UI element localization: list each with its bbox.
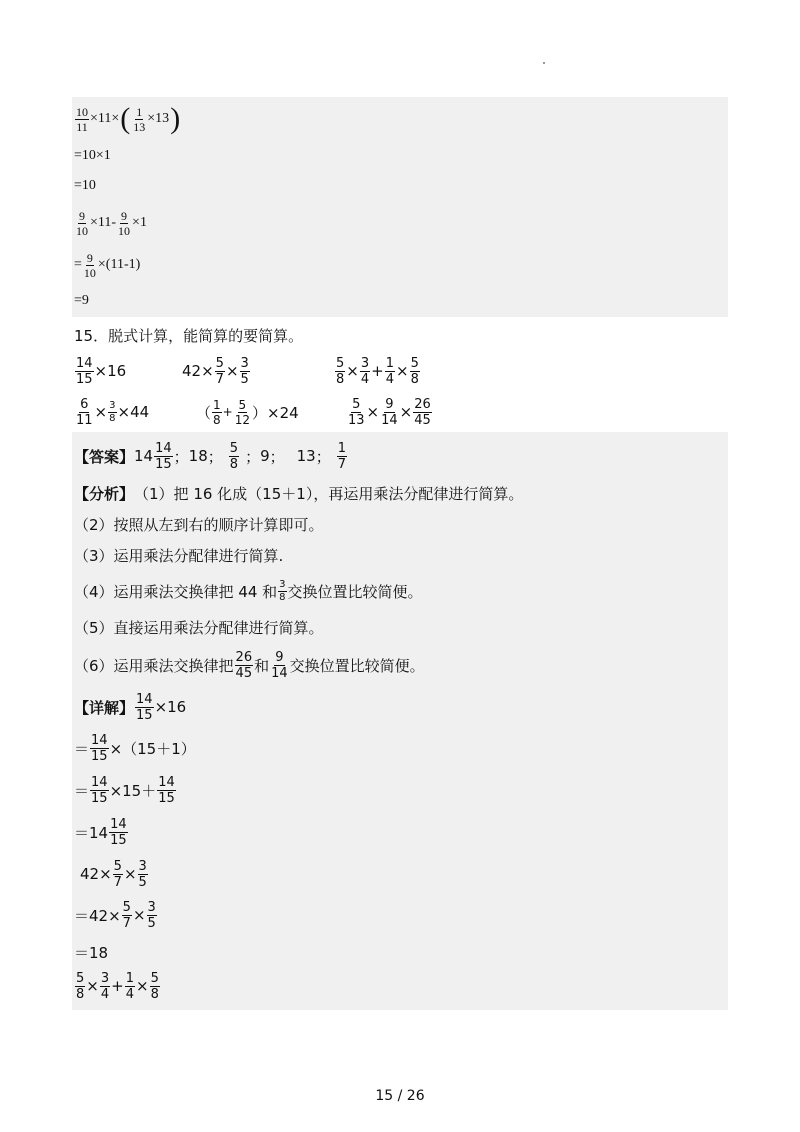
fraction: $\frac{3}{5}$ xyxy=(147,899,156,931)
fraction: $\frac{5}{13}$ xyxy=(348,396,365,428)
fraction: $\frac{9}{10}$ xyxy=(76,208,88,238)
separator: ； xyxy=(245,447,261,466)
expr-text: × xyxy=(225,362,239,380)
detail-line-4 xyxy=(74,813,129,851)
analysis-line-5: （5）直接运用乘法分配律进行简算。 xyxy=(74,618,324,637)
expr-text: ×15＋ xyxy=(109,781,157,800)
fraction: $\frac{14}{15}$ xyxy=(136,691,153,723)
analysis-text: 和 xyxy=(254,656,270,675)
solution-line-2: =10×1 xyxy=(74,148,111,163)
expr-text: + xyxy=(222,405,233,419)
fraction: $\frac{1}{8}$ xyxy=(213,397,221,427)
fraction: $\frac{1}{13}$ xyxy=(133,104,146,134)
detail-line-7: ＝18 xyxy=(74,943,109,962)
expr-text: × xyxy=(396,362,409,380)
analysis-text: （1）把 16 化成（15＋1），再运用乘法分配律进行简算。 xyxy=(134,484,524,503)
fraction: $\frac{5}{8}$ xyxy=(150,970,159,1002)
expr-text: （ xyxy=(196,403,212,422)
fraction: $\frac{5}{8}$ xyxy=(410,355,419,387)
expr-text: × xyxy=(123,865,137,883)
expr-4 xyxy=(74,398,196,427)
expr-text: ×11× xyxy=(90,111,120,126)
analysis-line-4 xyxy=(74,574,423,608)
separator: ； xyxy=(269,447,285,466)
answer-value: 9 xyxy=(260,447,270,465)
solution-line-6: =9 xyxy=(74,293,89,308)
separator: ； xyxy=(315,447,331,466)
expr-text: 42× xyxy=(182,362,214,380)
fraction: $\frac{1}{4}$ xyxy=(125,970,134,1002)
expr-1 xyxy=(74,357,182,386)
fraction: $\frac{14}{15}$ xyxy=(76,355,93,387)
analysis-line-6 xyxy=(74,646,425,684)
fraction: $\frac{3}{5}$ xyxy=(138,858,147,890)
expr-text: 42× xyxy=(80,865,112,883)
analysis-line-3: （3）运用乘法分配律进行简算. xyxy=(74,546,284,565)
expr-text: ＝14 xyxy=(74,823,109,842)
expr-text: ×11- xyxy=(90,215,117,230)
fraction: $\frac{3}{4}$ xyxy=(100,970,110,1002)
answer-label: 【答案】 xyxy=(74,447,135,466)
fraction: $\frac{9}{10}$ xyxy=(118,208,131,238)
fraction: $\frac{5}{8}$ xyxy=(229,440,239,472)
fraction: $\frac{9}{14}$ xyxy=(381,396,398,428)
fraction: $\frac{1}{4}$ xyxy=(385,355,394,387)
expr-text: ×(11-1) xyxy=(97,257,141,272)
detail-line-5 xyxy=(80,855,149,893)
fraction: $\frac{14}{15}$ xyxy=(155,440,172,472)
fraction: $\frac{9}{14}$ xyxy=(271,649,288,681)
solution-line-3: =10 xyxy=(74,178,96,193)
fraction: $\frac{26}{45}$ xyxy=(235,649,253,681)
analysis-text: （4）运用乘法交换律把 44 和 xyxy=(74,582,278,601)
right-paren: ) xyxy=(170,102,181,135)
left-paren: ( xyxy=(120,102,131,135)
fraction: $\frac{26}{45}$ xyxy=(414,396,431,428)
fraction: $\frac{14}{15}$ xyxy=(110,816,127,848)
expr-2 xyxy=(182,357,334,386)
detail-line-6 xyxy=(74,896,158,934)
expr-text: × xyxy=(366,403,380,421)
expr-text: ＝ xyxy=(74,739,90,758)
analysis-line-2: （2）按照从左到右的顺序计算即可。 xyxy=(74,515,324,534)
answer-value: 13 xyxy=(296,447,316,465)
fraction: $\frac{1}{7}$ xyxy=(337,440,347,472)
expr-text: ）×24 xyxy=(252,403,299,422)
fraction: $\frac{3}{4}$ xyxy=(360,355,370,387)
fraction: $\frac{10}{11}$ xyxy=(76,104,88,134)
answer-line xyxy=(74,437,348,475)
fraction: $\frac{5}{7}$ xyxy=(113,858,122,890)
expr-text: × xyxy=(136,977,149,995)
fraction: $\frac{14}{15}$ xyxy=(91,774,108,806)
expr-text: = xyxy=(74,257,82,272)
expr-text: × xyxy=(399,403,413,421)
expr-5 xyxy=(196,399,338,426)
analysis-label: 【分析】 xyxy=(74,484,135,503)
expr-text: × xyxy=(94,403,108,421)
expr-text: × xyxy=(132,906,146,924)
fraction: $\frac{5}{12}$ xyxy=(234,397,250,427)
analysis-text: 交换位置比较简便。 xyxy=(287,582,423,601)
expr-text: ＝42× xyxy=(74,906,121,925)
expr-text: ×（15＋1） xyxy=(109,739,196,758)
analysis-text: 交换位置比较简便。 xyxy=(289,656,425,675)
solution-line-5 xyxy=(74,247,140,283)
analysis-text: （6）运用乘法交换律把 xyxy=(74,656,234,675)
answer-value: 14 xyxy=(134,447,154,465)
fraction: $\frac{6}{11}$ xyxy=(76,396,93,428)
detail-line-8 xyxy=(74,967,161,1005)
expr-text: + xyxy=(371,362,384,380)
expr-text: × xyxy=(86,977,99,995)
question-title: 15．脱式计算，能简算的要简算。 xyxy=(74,326,304,345)
detail-line-1 xyxy=(74,688,186,726)
expr-6 xyxy=(346,398,433,427)
question-row-1 xyxy=(74,352,421,390)
fraction: $\frac{5}{7}$ xyxy=(122,899,131,931)
fraction: $\frac{5}{8}$ xyxy=(336,355,345,387)
expr-text: ×13 xyxy=(147,111,170,126)
answer-value: 18 xyxy=(188,447,208,465)
fraction: $\frac{3}{8}$ xyxy=(109,399,116,424)
solution-line-1 xyxy=(74,101,181,137)
detail-line-2 xyxy=(74,729,196,767)
fraction: $\frac{14}{15}$ xyxy=(158,774,175,806)
question-row-2 xyxy=(74,393,433,431)
separator: ； xyxy=(207,447,223,466)
fraction: $\frac{5}{7}$ xyxy=(215,355,224,387)
expr-text: × xyxy=(346,362,359,380)
solution-line-4 xyxy=(74,205,147,241)
expr-text: ×16 xyxy=(94,362,127,380)
detail-line-3 xyxy=(74,771,177,809)
fraction: $\frac{14}{15}$ xyxy=(91,732,108,764)
analysis-line-1 xyxy=(74,481,523,505)
fraction: $\frac{9}{10}$ xyxy=(83,250,96,280)
fraction: $\frac{3}{5}$ xyxy=(240,355,249,387)
expr-text: ＝ xyxy=(74,781,90,800)
page-number: 15 / 26 xyxy=(375,1088,425,1104)
fraction: $\frac{3}{8}$ xyxy=(279,578,286,603)
separator: ； xyxy=(173,447,189,466)
scan-speck xyxy=(543,62,545,64)
expr-text: ×1 xyxy=(132,215,147,230)
expr-text: + xyxy=(111,977,124,995)
fraction: $\frac{5}{8}$ xyxy=(76,970,85,1002)
expr-text: ×16 xyxy=(154,698,187,716)
expr-3 xyxy=(334,357,421,386)
detail-label: 【详解】 xyxy=(74,698,135,717)
expr-text: ×44 xyxy=(117,403,150,421)
